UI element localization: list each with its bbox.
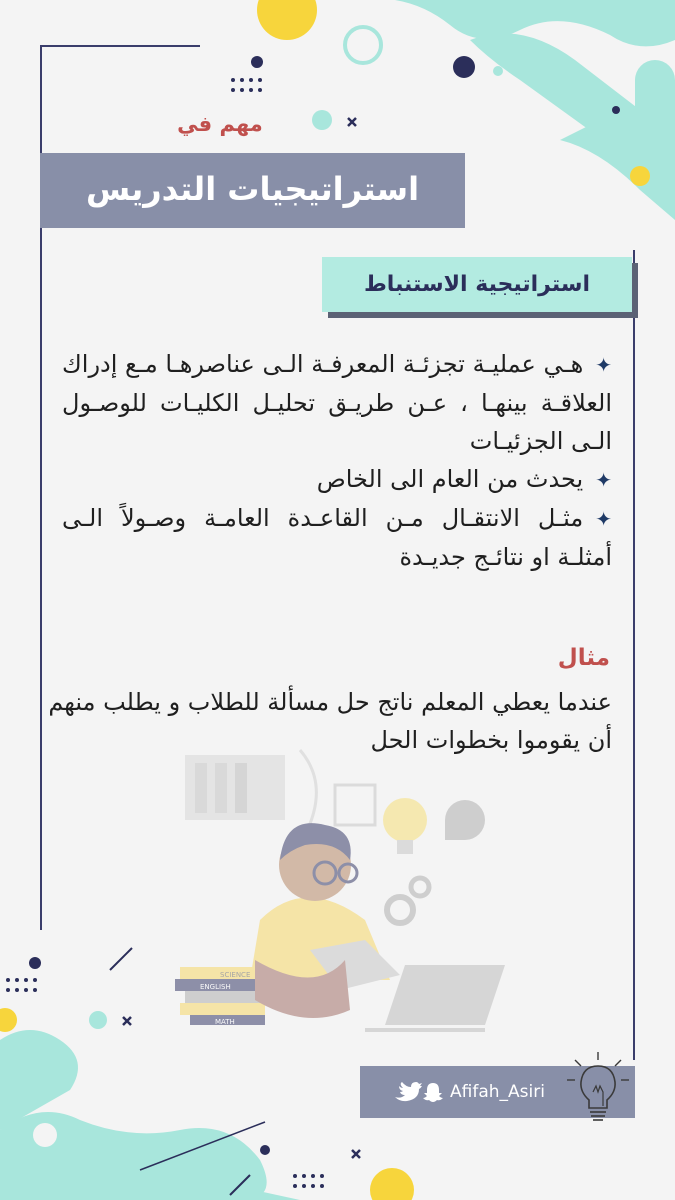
frame-top-line <box>40 45 200 47</box>
book-label-science: SCIENCE <box>220 971 251 979</box>
bullet-text: يحدث من العام الى الخاص <box>316 465 584 493</box>
bullet-text: مثـل الانتقـال مـن القاعـدة العامـة وصـولاً الـى أمثلـة او نتائـج جديـدة <box>62 504 612 571</box>
book-label-math: MATH <box>215 1018 235 1026</box>
bullet-list <box>62 345 612 576</box>
social-handle: Afifah_Asiri <box>450 1082 545 1102</box>
twitter-icon <box>395 1082 422 1101</box>
sparkle-icon: ✦ <box>595 353 612 377</box>
bullet-item <box>62 345 612 460</box>
lightbulb-icon <box>563 1048 633 1128</box>
example-text: عندما يعطي المعلم ناتج حل مسألة للطلاب و يطلب منهم أن يقوموا بخطوات الحل <box>48 688 612 754</box>
header-subtitle: مهم في <box>177 112 263 136</box>
social-icons <box>393 1081 443 1103</box>
sparkle-icon: ✦ <box>595 507 612 531</box>
example-label: مثال <box>557 645 610 671</box>
book-label-english: ENGLISH <box>200 983 231 991</box>
sparkle-icon: ✦ <box>595 468 612 492</box>
student-reading-illustration <box>165 745 525 1035</box>
section-title: استراتيجية الاستنباط <box>363 272 591 297</box>
bullet-item <box>62 460 612 499</box>
frame-right-line <box>633 250 635 1060</box>
snapchat-icon <box>423 1083 443 1102</box>
bullet-item <box>62 499 612 576</box>
page-title: استراتيجيات التدريس <box>85 170 420 208</box>
bullet-text: هـي عمليـة تجزئـة المعرفـة الـى عناصرهـا مـع إدراك العلاقـة بينهـا ، عـن طريـق تحليـل الكليـات للوصـول الـى الجزئيـات <box>62 350 612 455</box>
